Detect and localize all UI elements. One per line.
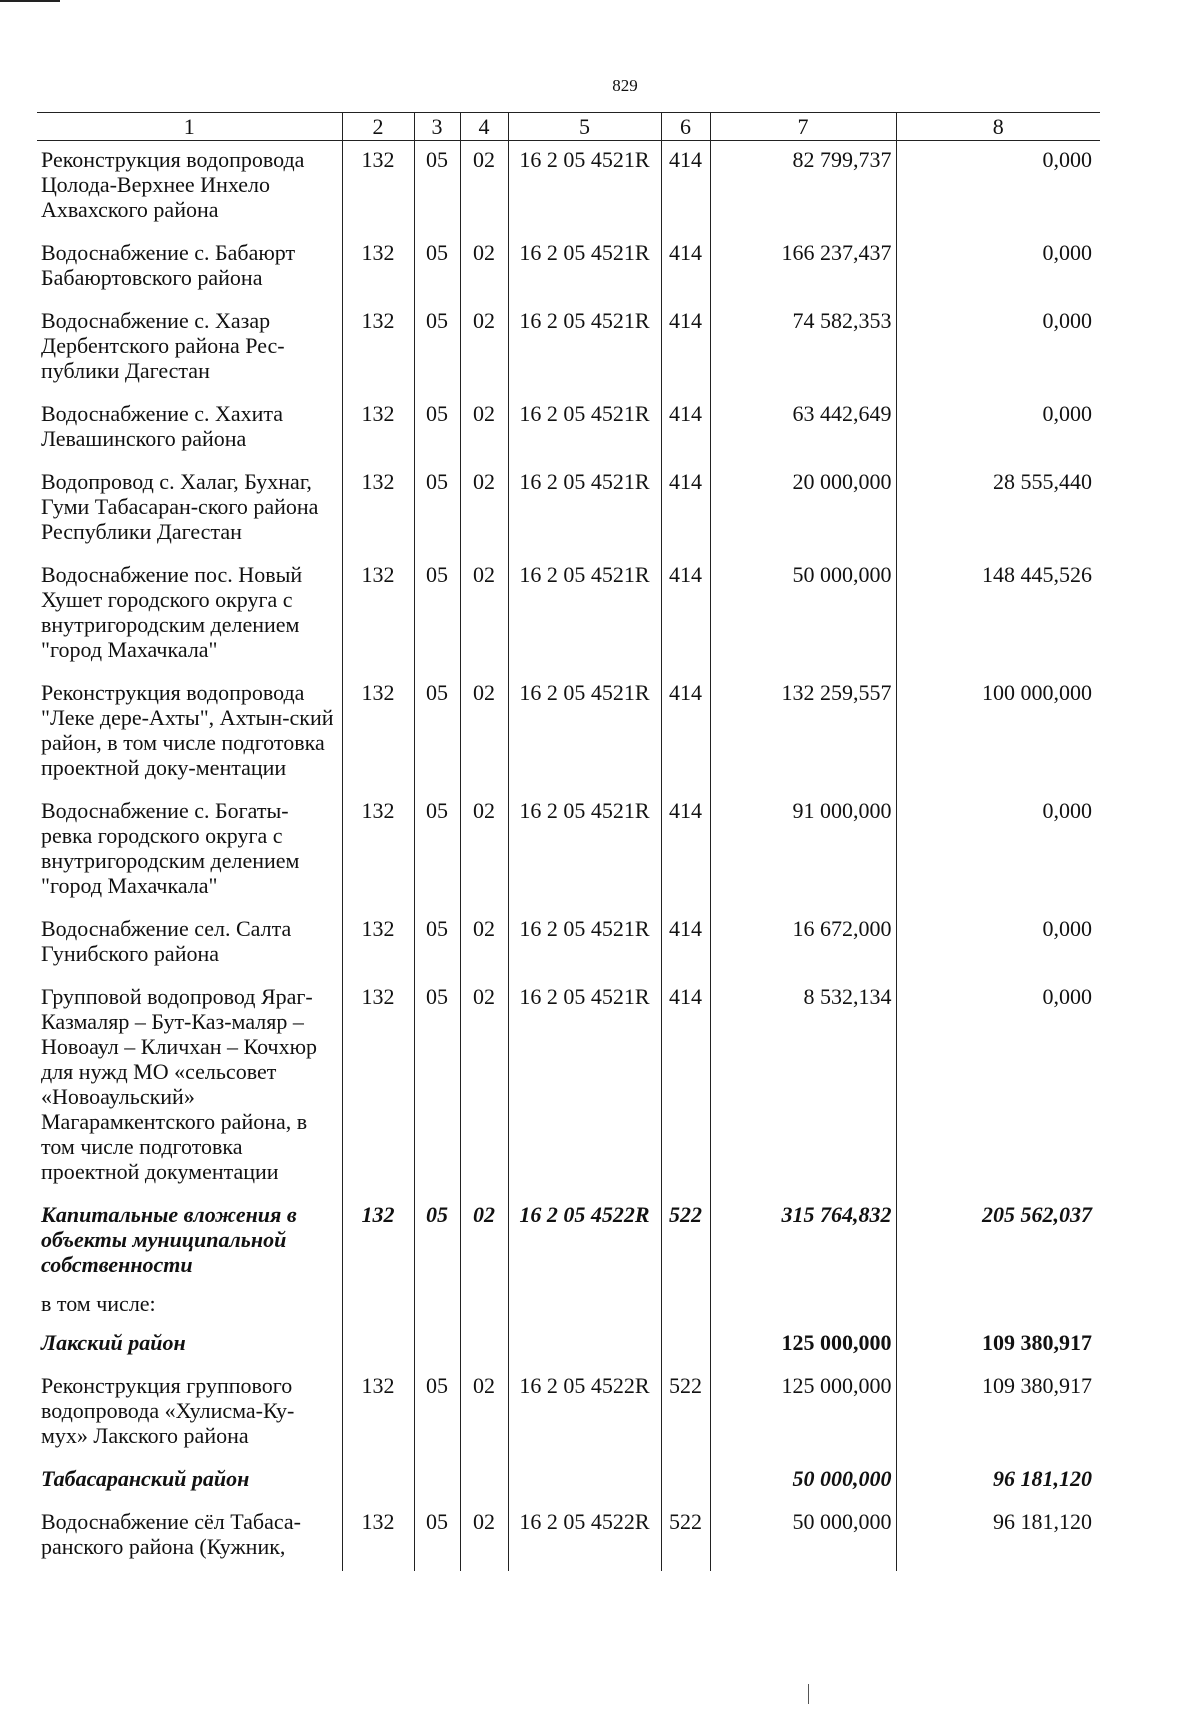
cell-c5 — [508, 1460, 661, 1503]
table-row-total — [37, 1196, 1100, 1289]
row-name: Табасаранский район — [41, 1466, 250, 1491]
cell-c3: 05 — [414, 910, 460, 978]
cell-c2 — [342, 1289, 414, 1324]
cell-c4 — [460, 1460, 508, 1503]
cell-c5 — [508, 1289, 661, 1324]
cell-c7: 50 000,000 — [710, 1460, 896, 1503]
cell-c8: 109 380,917 — [896, 1324, 1100, 1367]
table-row — [37, 141, 1100, 235]
cell-c6: 414 — [661, 395, 710, 463]
cell-c7: 315 764,832 — [710, 1196, 896, 1289]
cell-c3: 05 — [414, 1367, 460, 1460]
row-name: Реконструкция группового водопровода «Хулисма-Ку-мух» Лакского района — [41, 1373, 295, 1448]
budget-table — [37, 112, 1100, 1571]
cell-c2: 132 — [342, 792, 414, 910]
col-header-2: 2 — [342, 113, 414, 141]
row-name: Водоснабжение пос. Новый Хушет городского округа с внутригородским делением "город Махачкала" — [41, 562, 303, 662]
cell-c7: 16 672,000 — [710, 910, 896, 978]
cell-c7 — [710, 1289, 896, 1324]
cell-c2: 132 — [342, 674, 414, 792]
cell-c8: 96 181,120 — [896, 1503, 1100, 1571]
col-header-5: 5 — [508, 113, 661, 141]
cell-c4 — [460, 1324, 508, 1367]
cell-c6: 522 — [661, 1196, 710, 1289]
cell-c8: 0,000 — [896, 141, 1100, 235]
cell-c8: 28 555,440 — [896, 463, 1100, 556]
cell-c6: 522 — [661, 1503, 710, 1571]
row-name: Групповой водопровод Яраг-Казмаляр – Бут-Каз-маляр – Новоаул – Кличхан – Кочхюр для нужд МО «сельсовет «Новоаульский» Магарамкентского района, в том числе подготовка проектной документации — [41, 984, 318, 1184]
col-header-8: 8 — [896, 113, 1100, 141]
cell-c4: 02 — [460, 792, 508, 910]
cell-c7: 50 000,000 — [710, 556, 896, 674]
cell-c2: 132 — [342, 556, 414, 674]
page-number: 829 — [612, 76, 638, 95]
cell-c2: 132 — [342, 395, 414, 463]
cell-c3: 05 — [414, 978, 460, 1196]
cell-c3 — [414, 1460, 460, 1503]
cell-c6 — [661, 1289, 710, 1324]
cell-c7: 74 582,353 — [710, 302, 896, 395]
header-row — [37, 113, 1100, 141]
table-row — [37, 395, 1100, 463]
row-name: Водоснабжение сел. Салта Гунибского района — [41, 916, 292, 966]
cell-c6: 414 — [661, 978, 710, 1196]
table-row — [37, 1367, 1100, 1460]
cell-c5: 16 2 05 4522R — [508, 1503, 661, 1571]
cell-c7: 20 000,000 — [710, 463, 896, 556]
table-row-district — [37, 1460, 1100, 1503]
cell-c4: 02 — [460, 1503, 508, 1571]
cell-c6: 414 — [661, 234, 710, 302]
cell-c3: 05 — [414, 302, 460, 395]
col-header-6: 6 — [661, 113, 710, 141]
cell-c8: 96 181,120 — [896, 1460, 1100, 1503]
cell-c4: 02 — [460, 674, 508, 792]
row-name: Капитальные вложения в объекты муниципальной собственности — [41, 1202, 297, 1277]
cell-c4 — [460, 1289, 508, 1324]
cell-c8: 100 000,000 — [896, 674, 1100, 792]
cell-c2 — [342, 1324, 414, 1367]
cell-c2: 132 — [342, 910, 414, 978]
cell-c5: 16 2 05 4521R — [508, 463, 661, 556]
cell-c3: 05 — [414, 234, 460, 302]
cell-c4: 02 — [460, 1196, 508, 1289]
cell-c7: 125 000,000 — [710, 1324, 896, 1367]
cell-c6: 414 — [661, 910, 710, 978]
cell-c3 — [414, 1289, 460, 1324]
cell-c3: 05 — [414, 1503, 460, 1571]
cell-c2: 132 — [342, 463, 414, 556]
cell-c8: 0,000 — [896, 910, 1100, 978]
cell-c5: 16 2 05 4522R — [508, 1196, 661, 1289]
row-name: Лакский район — [41, 1330, 186, 1355]
cell-c3: 05 — [414, 792, 460, 910]
cell-c3 — [414, 1324, 460, 1367]
table-row — [37, 674, 1100, 792]
cell-c2: 132 — [342, 141, 414, 235]
cell-c6: 414 — [661, 463, 710, 556]
row-name: Водоснабжение с. Хахита Левашинского района — [41, 401, 284, 451]
cell-c8: 0,000 — [896, 978, 1100, 1196]
cell-c2: 132 — [342, 1503, 414, 1571]
cell-c5: 16 2 05 4521R — [508, 674, 661, 792]
cell-c8: 109 380,917 — [896, 1367, 1100, 1460]
cell-c7: 8 532,134 — [710, 978, 896, 1196]
cell-c8: 0,000 — [896, 234, 1100, 302]
cell-c6: 414 — [661, 302, 710, 395]
row-name: Водоснабжение сёл Табаса-ранского района (Кужник, — [41, 1509, 301, 1559]
cell-c4: 02 — [460, 1367, 508, 1460]
cell-c8 — [896, 1289, 1100, 1324]
cell-c7: 63 442,649 — [710, 395, 896, 463]
table-row — [37, 792, 1100, 910]
row-name: Водопровод с. Халаг, Бухнаг, Гуми Табасаран-ского района Республики Дагестан — [41, 469, 319, 544]
cell-c5 — [508, 1324, 661, 1367]
cell-c7: 166 237,437 — [710, 234, 896, 302]
cell-c3: 05 — [414, 463, 460, 556]
row-name: Реконструкция водопровода "Леке дере-Ахты", Ахтын-ский район, в том числе подготовка проектной доку-ментации — [41, 680, 334, 780]
cell-c7: 50 000,000 — [710, 1503, 896, 1571]
cell-c2: 132 — [342, 1196, 414, 1289]
row-name: Водоснабжение с. Хазар Дербентского района Рес-публики Дагестан — [41, 308, 285, 383]
row-name: Реконструкция водопровода Цолода-Верхнее Инхело Ахвахского района — [41, 147, 305, 222]
cell-c3: 05 — [414, 395, 460, 463]
cell-c4: 02 — [460, 141, 508, 235]
cell-c6 — [661, 1460, 710, 1503]
table-row — [37, 234, 1100, 302]
cell-c3: 05 — [414, 674, 460, 792]
cell-c6: 414 — [661, 792, 710, 910]
table-row — [37, 1503, 1100, 1571]
cell-c7: 125 000,000 — [710, 1367, 896, 1460]
col-header-1: 1 — [37, 113, 342, 141]
cell-c8: 0,000 — [896, 302, 1100, 395]
cell-c5: 16 2 05 4521R — [508, 792, 661, 910]
cell-c7: 132 259,557 — [710, 674, 896, 792]
cell-c5: 16 2 05 4521R — [508, 978, 661, 1196]
cell-c8: 205 562,037 — [896, 1196, 1100, 1289]
table-row — [37, 463, 1100, 556]
cell-c5: 16 2 05 4521R — [508, 910, 661, 978]
cell-c4: 02 — [460, 556, 508, 674]
cell-c5: 16 2 05 4521R — [508, 234, 661, 302]
cell-c3: 05 — [414, 141, 460, 235]
table-row — [37, 302, 1100, 395]
cell-c3: 05 — [414, 1196, 460, 1289]
cell-c6: 522 — [661, 1367, 710, 1460]
cell-c4: 02 — [460, 302, 508, 395]
cell-c4: 02 — [460, 978, 508, 1196]
col-header-7: 7 — [710, 113, 896, 141]
cell-c7: 82 799,737 — [710, 141, 896, 235]
cell-c5: 16 2 05 4521R — [508, 302, 661, 395]
cell-c2: 132 — [342, 234, 414, 302]
col-header-4: 4 — [460, 113, 508, 141]
row-name: в том числе: — [41, 1291, 156, 1316]
row-name: Водоснабжение с. Бабаюрт Бабаюртовского района — [41, 240, 296, 290]
cell-c5: 16 2 05 4521R — [508, 395, 661, 463]
table-row-district — [37, 1324, 1100, 1367]
col-header-3: 3 — [414, 113, 460, 141]
cell-c7: 91 000,000 — [710, 792, 896, 910]
cell-c8: 148 445,526 — [896, 556, 1100, 674]
cell-c4: 02 — [460, 234, 508, 302]
cell-c2 — [342, 1460, 414, 1503]
row-name: Водоснабжение с. Богаты-ревка городского округа с внутригородским делением "город Махачкала" — [41, 798, 300, 898]
cell-c6: 414 — [661, 556, 710, 674]
cell-c5: 16 2 05 4521R — [508, 141, 661, 235]
cell-c4: 02 — [460, 395, 508, 463]
cell-c3: 05 — [414, 556, 460, 674]
cell-c6: 414 — [661, 674, 710, 792]
cell-c5: 16 2 05 4522R — [508, 1367, 661, 1460]
table-row — [37, 556, 1100, 674]
cell-c8: 0,000 — [896, 792, 1100, 910]
cell-c4: 02 — [460, 910, 508, 978]
cell-c2: 132 — [342, 302, 414, 395]
scan-artifact-mark — [808, 1684, 809, 1704]
cell-c6: 414 — [661, 141, 710, 235]
cell-c4: 02 — [460, 463, 508, 556]
cell-c2: 132 — [342, 1367, 414, 1460]
table-row — [37, 978, 1100, 1196]
cell-c8: 0,000 — [896, 395, 1100, 463]
cell-c5: 16 2 05 4521R — [508, 556, 661, 674]
top-edge-line — [0, 0, 60, 2]
cell-c6 — [661, 1324, 710, 1367]
table-row-subheading — [37, 1289, 1100, 1324]
table-row — [37, 910, 1100, 978]
cell-c2: 132 — [342, 978, 414, 1196]
